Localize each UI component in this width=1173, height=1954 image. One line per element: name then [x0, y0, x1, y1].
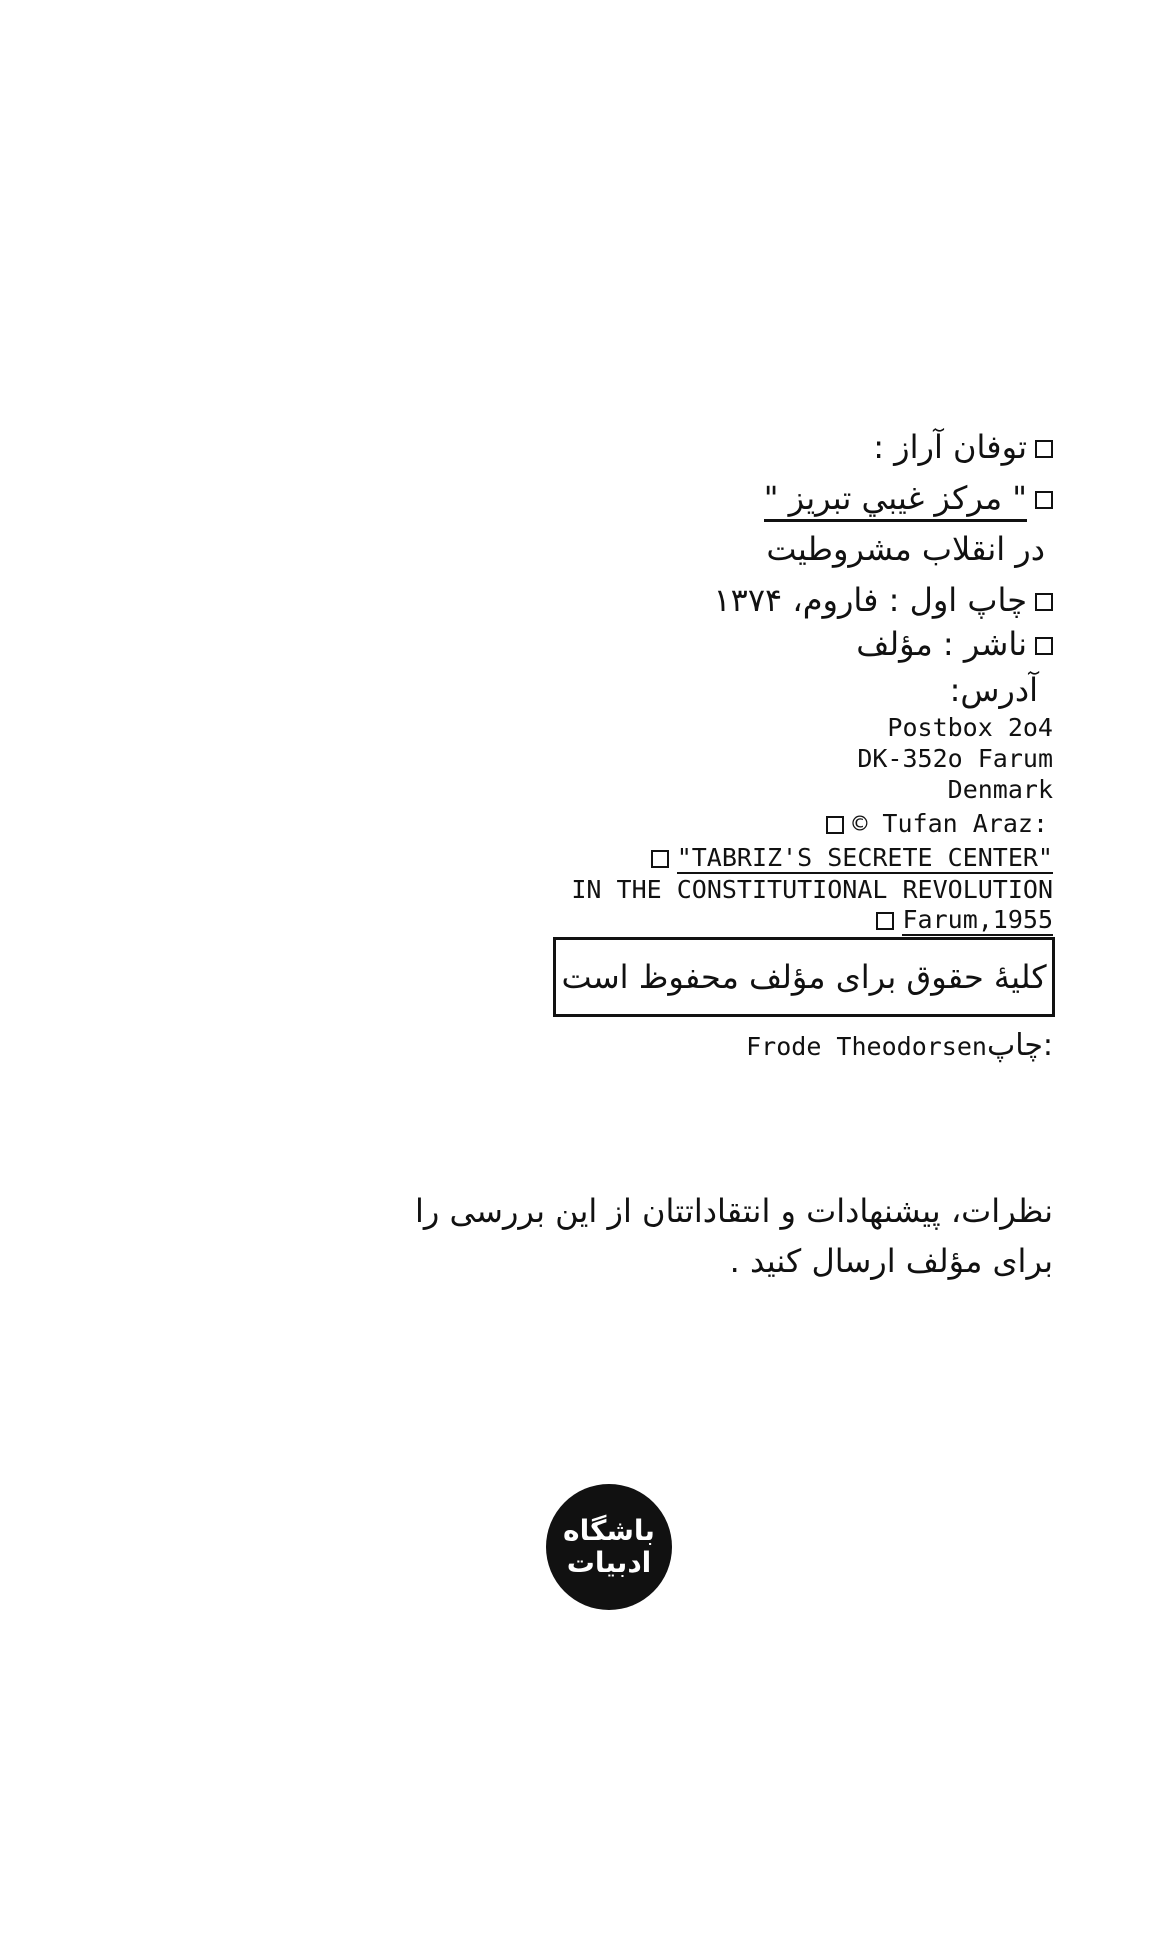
bullet-box-icon — [1035, 440, 1053, 458]
book-title: " مركز غيبي تبريز " — [764, 476, 1053, 520]
address-line-2: DK-352o Farum — [857, 744, 1053, 773]
author-line: توفان آراز : — [873, 425, 1053, 469]
bullet-box-icon — [651, 850, 669, 868]
feedback-paragraph — [333, 1186, 1053, 1286]
address-line-1: Postbox 2o4 — [887, 713, 1053, 742]
bullet-box-icon — [1035, 491, 1053, 509]
english-place-line: Farum,1955 — [876, 904, 1053, 936]
printer-name: Frode Theodorsen — [746, 1032, 987, 1061]
english-subtitle-line: IN THE CONSTITUTIONAL REVOLUTION — [571, 875, 1053, 904]
printer-label: چاپ: — [986, 1028, 1053, 1063]
address-line-3: Denmark — [947, 775, 1053, 804]
logo-text-bottom: ادبیات — [566, 1546, 652, 1579]
rights-notice: کلیهٔ حقوق برای مؤلف محفوظ است — [561, 958, 1047, 996]
bullet-box-icon — [876, 912, 894, 930]
bullet-box-icon — [1035, 637, 1053, 655]
printer-line — [746, 1030, 1053, 1063]
logo-text-top: باشگاه — [563, 1514, 655, 1547]
book-subtitle: در انقلاب مشروطيت — [766, 530, 1045, 568]
copyright-line: © Tufan Araz: — [826, 808, 1048, 840]
edition-line: چاپ اول : فاروم، ۱۳۷۴ — [713, 578, 1053, 622]
feedback-line-1: نظرات، پیشنهادات و انتقاداتتان از این بررسی را — [414, 1192, 1053, 1230]
english-title-line: "TABRIZ'S SECRETE CENTER" — [651, 842, 1053, 874]
bullet-box-icon — [826, 816, 844, 834]
bullet-box-icon — [1035, 593, 1053, 611]
publisher-logo — [546, 1484, 672, 1610]
feedback-line-2: برای مؤلف ارسال کنید . — [729, 1242, 1053, 1280]
publisher-line: ناشر : مؤلف — [856, 622, 1053, 666]
address-label: آدرس: — [949, 671, 1038, 709]
rights-notice-box — [553, 937, 1055, 1017]
